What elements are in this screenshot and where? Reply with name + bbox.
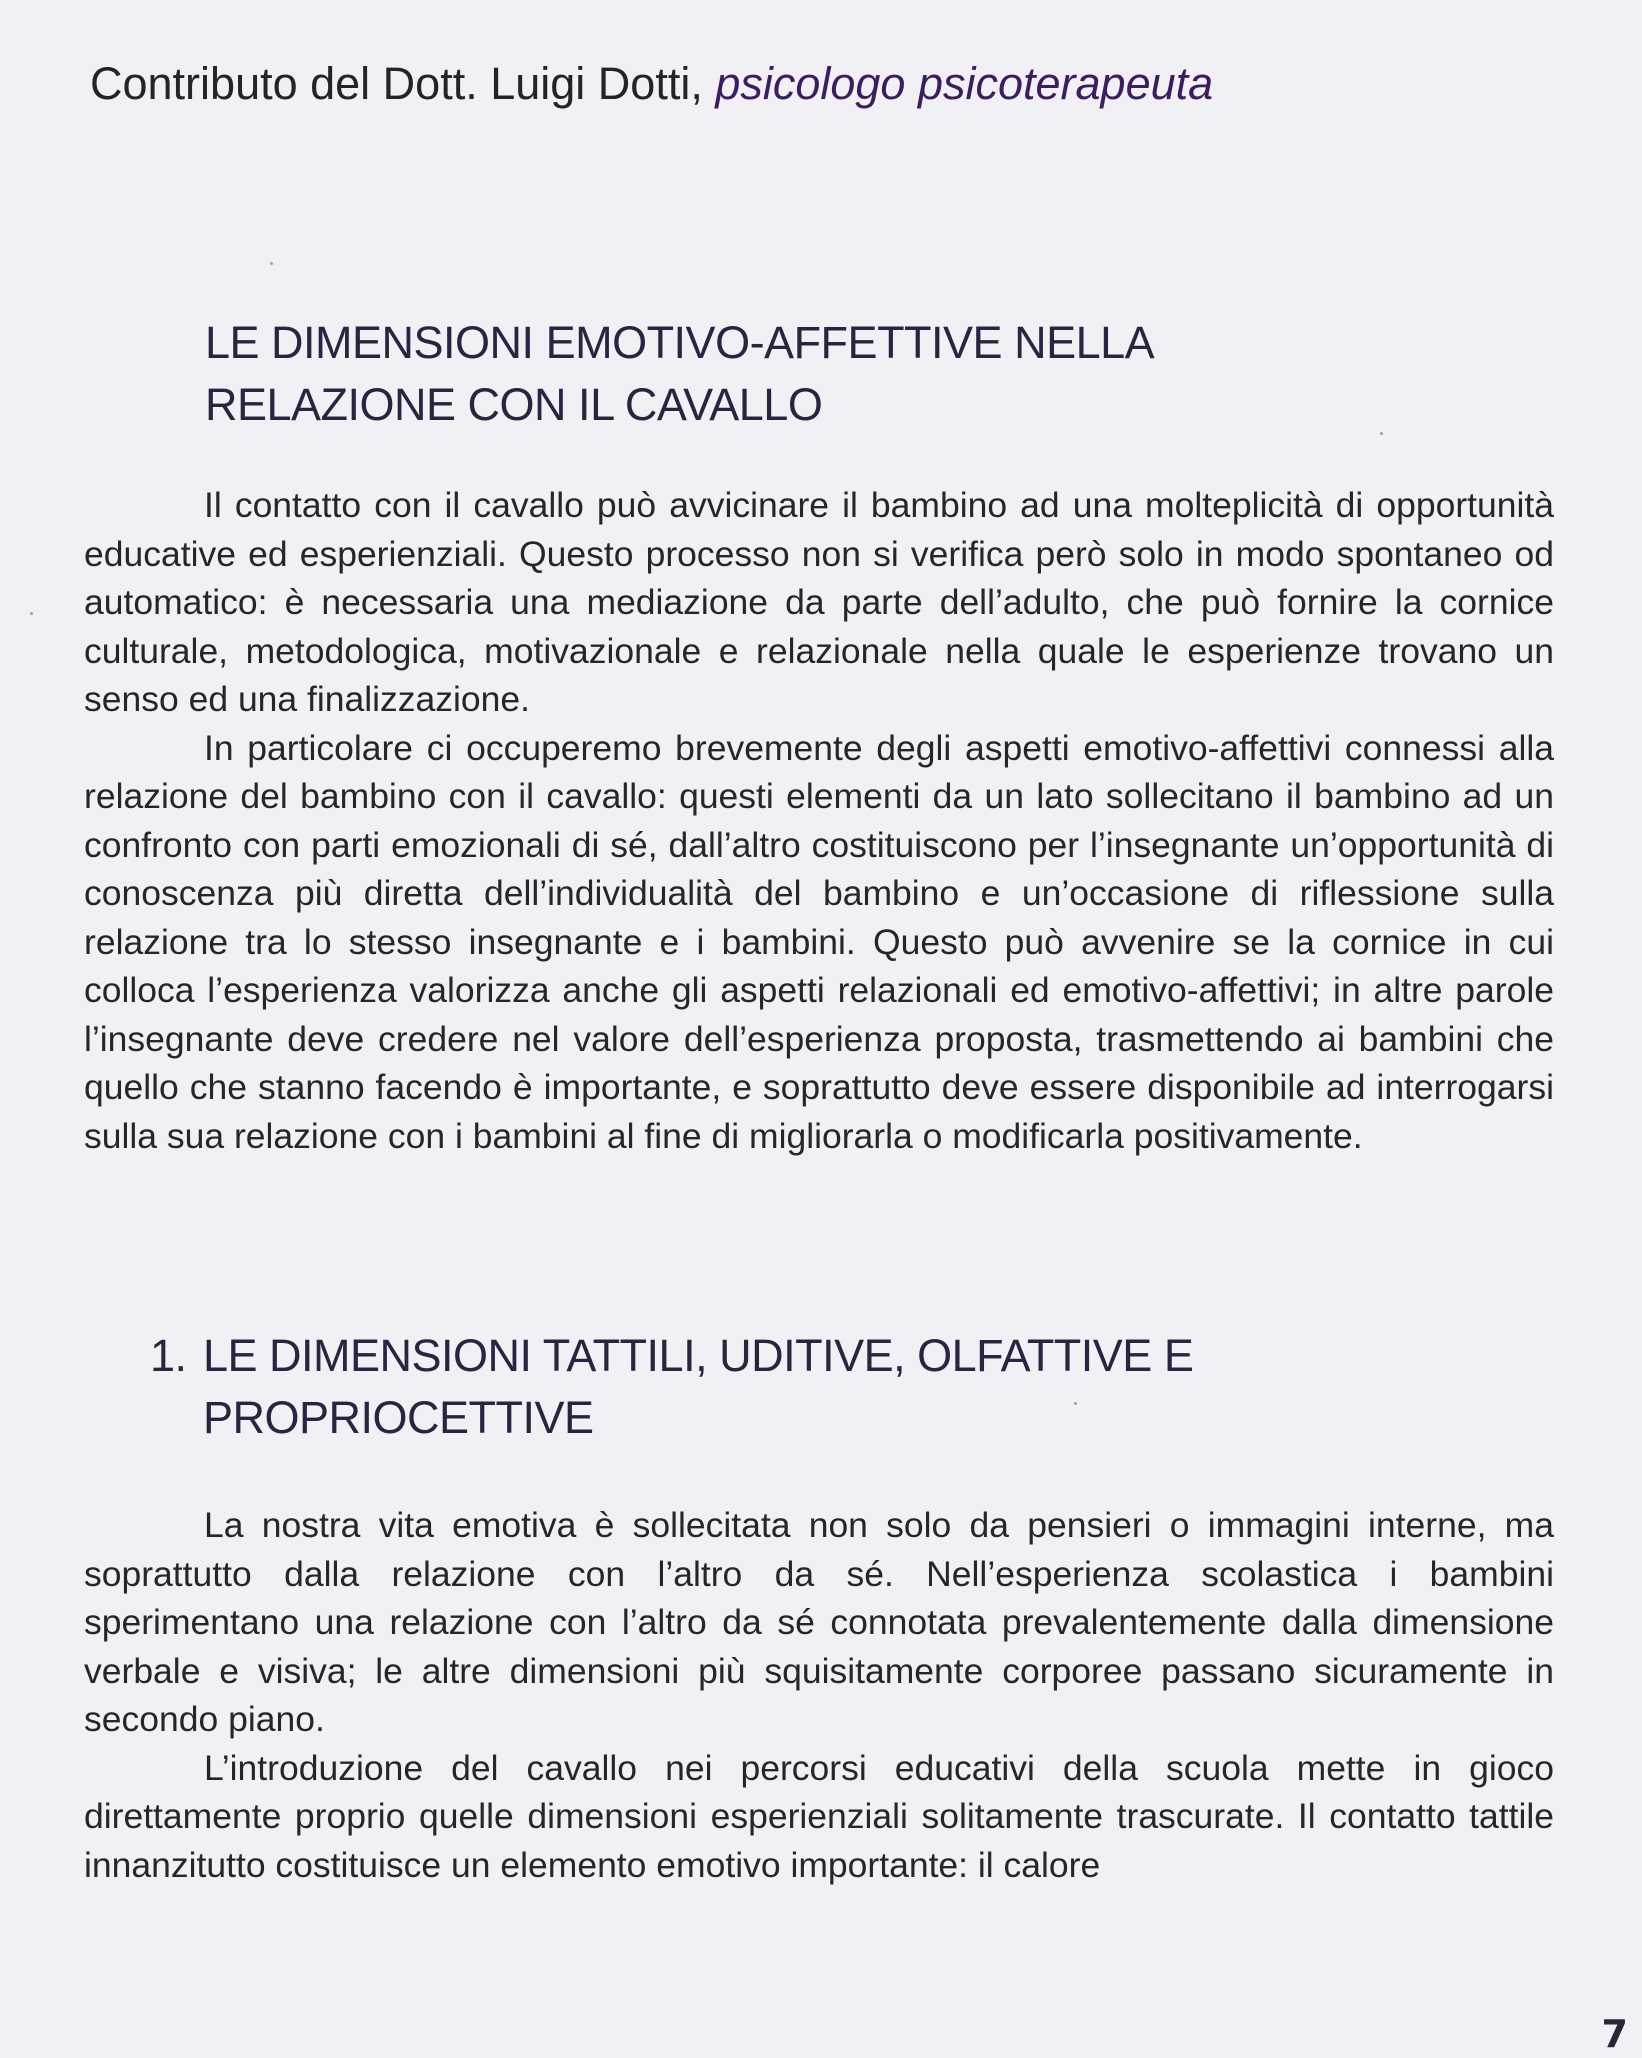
intro-paragraph-1: Il contatto con il cavallo può avvicinare il bambino ad una molteplicità di opportunità educative ed esperienziali. Questo processo non si verifica però solo in modo spontaneo od automatico: è necessaria una mediazione da parte dell’adulto, che può fornire la cornice culturale, metodologica, motivazionale e relazionale nella quale le esperienze trovano un senso ed una finalizzazione. bbox=[84, 485, 1554, 719]
section-1-paragraph-2: L’introduzione del cavallo nei percorsi educativi della scuola mette in gioco direttamente proprio quelle dimensioni esperienziali solitamente trascurate. Il contatto tattile innanzitutto costituisce un elemento emotivo importante: il calore bbox=[84, 1747, 1554, 1885]
section-1-text bbox=[84, 1501, 1554, 1889]
scan-speck bbox=[30, 612, 33, 615]
intro-text bbox=[84, 481, 1554, 1160]
contributor-header bbox=[90, 54, 1213, 114]
contributor-role: psicologo psicoterapeuta bbox=[715, 58, 1214, 109]
contributor-name: Contributo del Dott. Luigi Dotti, bbox=[90, 58, 716, 109]
scan-speck bbox=[270, 262, 273, 265]
intro-paragraph-2: In particolare ci occuperemo brevemente degli aspetti emotivo-affettivi connessi alla relazione del bambino con il cavallo: questi elementi da un lato sollecitano il bambino ad un confronto con parti emozionali di sé, dall’altro costituiscono per l’insegnante un’opportunità di conoscenza più diretta dell’individualità del bambino e un’occasione di riflessione sulla relazione tra lo stesso insegnante e i bambini. Questo può avvenire se la cornice in cui colloca l’esperienza valorizza anche gli aspetti relazionali ed emotivo-affettivi; in altre parole l’insegnante deve credere nel valore dell’esperienza proposta, trasmettendo ai bambini che quello che stanno facendo è importante, e soprattutto deve essere disponibile ad interrogarsi sulla sua relazione con i bambini al fine di migliorarla o modificarla positivamente. bbox=[84, 727, 1554, 1156]
section-1-title bbox=[150, 1325, 1450, 1449]
section-1-number: 1. bbox=[150, 1330, 187, 1381]
section-1-title-line-2: PROPRIOCETTIVE bbox=[203, 1392, 594, 1443]
scan-speck bbox=[1380, 432, 1383, 435]
main-title-line-1: LE DIMENSIONI EMOTIVO-AFFETTIVE NELLA bbox=[205, 317, 1155, 368]
page-number: 7 bbox=[1601, 2012, 1628, 2056]
main-title-line-2: RELAZIONE CON IL CAVALLO bbox=[205, 379, 823, 430]
section-1-title-line-1: LE DIMENSIONI TATTILI, UDITIVE, OLFATTIVE E bbox=[203, 1330, 1194, 1381]
main-title bbox=[205, 312, 1405, 436]
section-1-paragraph-1: La nostra vita emotiva è sollecitata non solo da pensieri o immagini interne, ma soprattutto dalla relazione con l’altro da sé. Nell’esperienza scolastica i bambini sperimentano una relazione con l’altro da sé connotata prevalentemente dalla dimensione verbale e visiva; le altre dimensioni più squisitamente corporee passano sicuramente in secondo piano. bbox=[84, 1505, 1554, 1739]
scan-speck bbox=[1074, 1402, 1077, 1405]
